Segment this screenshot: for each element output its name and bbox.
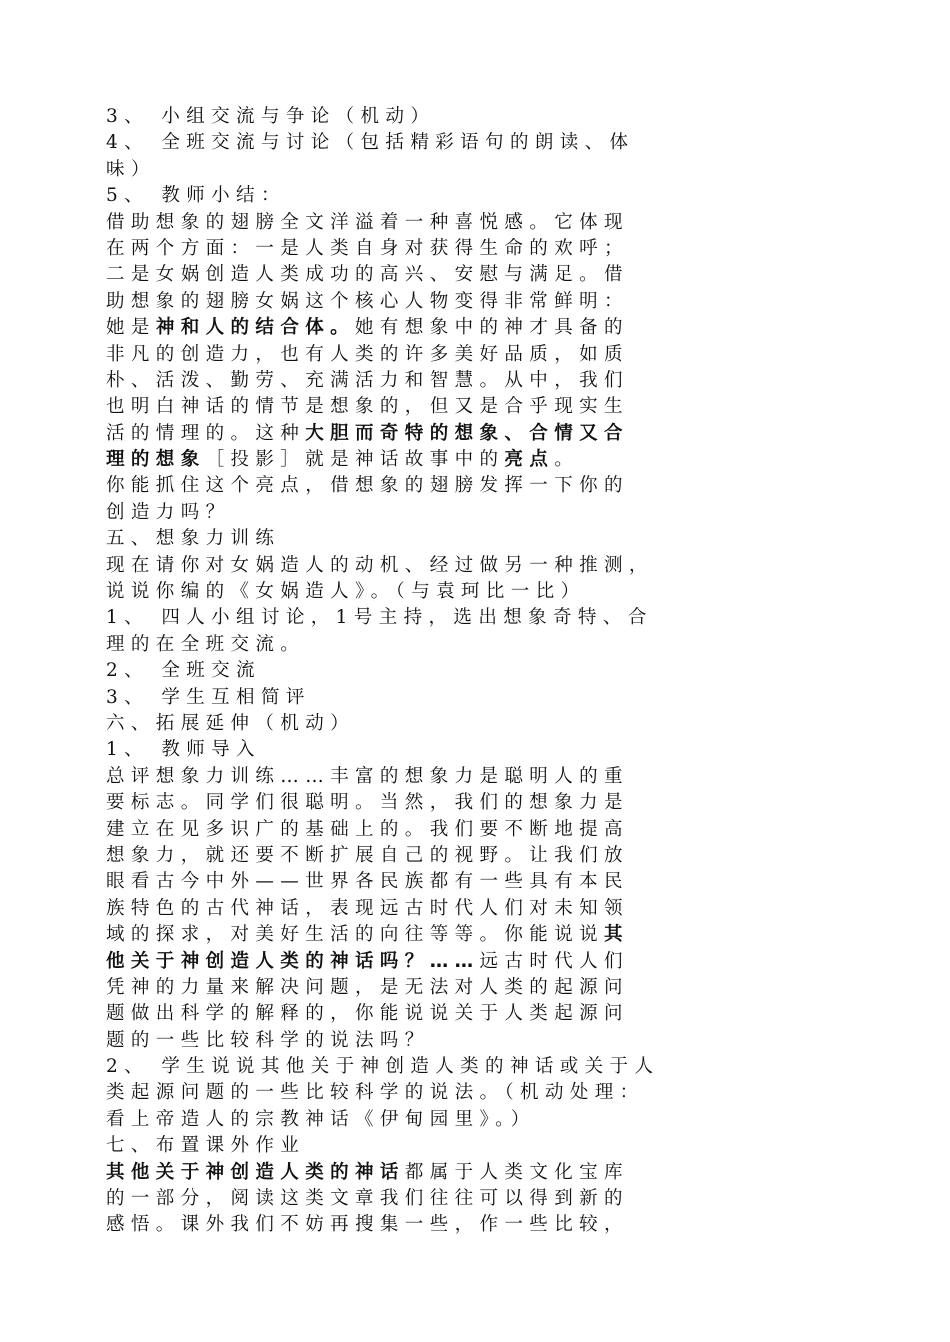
text-line (106, 368, 858, 394)
text-segment: 3、 学生互相简评 (106, 686, 311, 708)
text-segment: 的一部分，阅读这类文章我们往往可以得到新的 (106, 1188, 629, 1210)
text-segment: 借助想象的翅膀全文洋溢着一种喜悦感。它体现 (106, 211, 629, 233)
bold-text-segment: 神和人的结合体。 (155, 317, 356, 339)
text-segment: 5、 教师小结： (106, 185, 286, 207)
text-segment: 建立在见多识广的基础上的。我们要不断地提高 (106, 818, 629, 840)
text-segment: 3、 小组交流与争论（机动） (106, 106, 436, 127)
text-segment: 她有想象中的神才具备的 (355, 317, 629, 339)
text-line (106, 1186, 858, 1212)
text-segment: 题做出科学的解释的，你能说说关于人类起源问 (106, 1003, 629, 1025)
text-line (106, 658, 858, 684)
text-line (106, 632, 858, 658)
text-line (106, 685, 858, 711)
text-line (106, 421, 858, 447)
text-line (106, 1133, 858, 1159)
text-line (106, 130, 858, 156)
text-line (106, 104, 858, 130)
text-line (106, 1212, 858, 1238)
text-line (106, 711, 858, 737)
text-line (106, 922, 858, 948)
text-line (106, 1107, 858, 1133)
text-segment: 你能抓住这个亮点，借想象的翅膀发挥一下你的 (106, 475, 629, 497)
text-segment: 现在请你对女娲造人的动机、经过做另一种推测， (106, 554, 654, 576)
text-segment: 感悟。课外我们不妨再搜集一些，作一些比较， (106, 1214, 629, 1236)
text-line (106, 157, 858, 183)
text-segment: ［投影］就是神话故事中的 (205, 449, 505, 471)
text-segment: 总评想象力训练……丰富的想象力是聪明人的重 (106, 765, 629, 787)
text-line (106, 500, 858, 526)
text-segment: 1、 教师导入 (106, 739, 261, 761)
text-segment: 创造力吗？ (106, 501, 231, 523)
text-segment: 看上帝造人的宗教神话《伊甸园里》。） (106, 1108, 536, 1130)
bold-text-segment: 其 (604, 924, 629, 946)
bold-text-segment: 其他关于神创造人类的神话 (106, 1161, 405, 1183)
text-line (106, 737, 858, 763)
text-line (106, 949, 858, 975)
text-segment: 味） (106, 158, 156, 180)
text-segment: 1、 四人小组讨论，1号主持，选出想象奇特、合 (106, 607, 653, 629)
text-line (106, 342, 858, 368)
text-line (106, 473, 858, 499)
text-segment: 助想象的翅膀女娲这个核心人物变得非常鲜明： (106, 290, 629, 312)
text-segment: 类起源问题的一些比较科学的说法。（机动处理： (106, 1082, 645, 1104)
bold-text-segment: 他关于神创造人类的神话吗？…… (106, 950, 480, 972)
text-line (106, 1054, 858, 1080)
text-line (106, 843, 858, 869)
text-segment: 。 (554, 449, 580, 471)
bold-text-segment: 大胆而奇特的想象、合情又合 (305, 422, 629, 444)
text-line (106, 1080, 858, 1106)
text-segment: 非凡的创造力，也有人类的许多美好品质，如质 (106, 343, 629, 365)
text-segment: 都属于人类文化宝库 (404, 1161, 629, 1183)
text-segment: 她是 (106, 317, 156, 339)
text-segment: 4、 全班交流与讨论（包括精彩语句的朗读、体 (106, 132, 635, 154)
bold-text-segment: 理的想象 (106, 449, 206, 471)
text-segment: 活的情理的。这种 (106, 422, 306, 444)
text-line (106, 790, 858, 816)
text-line (106, 605, 858, 631)
text-line (106, 579, 858, 605)
text-line (106, 210, 858, 236)
text-line (106, 764, 858, 790)
text-line (106, 553, 858, 579)
text-segment: 2、 学生说说其他关于神创造人类的神话或关于人 (106, 1056, 660, 1078)
text-line (106, 183, 858, 209)
text-line (106, 869, 858, 895)
text-line (106, 817, 858, 843)
text-segment: 理的在全班交流。 (106, 633, 306, 655)
text-segment: 朴、活泼、勤劳、充满活力和智慧。从中，我们 (106, 369, 629, 391)
text-segment: 眼看古今中外——世界各民族都有一些具有本民 (106, 871, 629, 893)
text-line (106, 1001, 858, 1027)
text-segment: 要标志。同学们很聪明。当然，我们的想象力是 (106, 792, 629, 814)
bold-text-segment: 亮点 (504, 449, 555, 471)
text-line (106, 289, 858, 315)
text-line (106, 262, 858, 288)
text-segment: 六、拓展延伸（机动） (106, 712, 356, 734)
text-segment: 在两个方面：一是人类自身对获得生命的欢呼； (106, 237, 629, 259)
text-line (106, 1028, 858, 1054)
text-segment: 远古时代人们 (479, 950, 629, 972)
text-segment: 域的探求，对美好生活的向往等等。你能说说 (106, 924, 605, 946)
document-page (106, 104, 858, 1239)
text-segment: 七、布置课外作业 (106, 1135, 306, 1157)
text-segment: 族特色的古代神话，表现远古时代人们对未知领 (106, 897, 629, 919)
text-segment: 五、想象力训练 (106, 528, 281, 550)
text-line (106, 394, 858, 420)
text-line (106, 315, 858, 341)
text-segment: 二是女娲创造人类成功的高兴、安慰与满足。借 (106, 264, 629, 286)
text-segment: 凭神的力量来解决问题，是无法对人类的起源问 (106, 976, 629, 998)
text-segment: 想象力，就还要不断扩展自己的视野。让我们放 (106, 844, 629, 866)
text-segment: 说说你编的《女娲造人》。（与袁珂比一比） (106, 581, 586, 603)
text-line (106, 1160, 858, 1186)
text-segment: 也明白神话的情节是想象的，但又是合乎现实生 (106, 396, 629, 418)
text-line (106, 975, 858, 1001)
text-segment: 题的一些比较科学的说法吗？ (106, 1029, 430, 1051)
text-line (106, 896, 858, 922)
text-line (106, 236, 858, 262)
text-segment: 2、 全班交流 (106, 660, 261, 682)
text-line (106, 526, 858, 552)
text-line (106, 447, 858, 473)
